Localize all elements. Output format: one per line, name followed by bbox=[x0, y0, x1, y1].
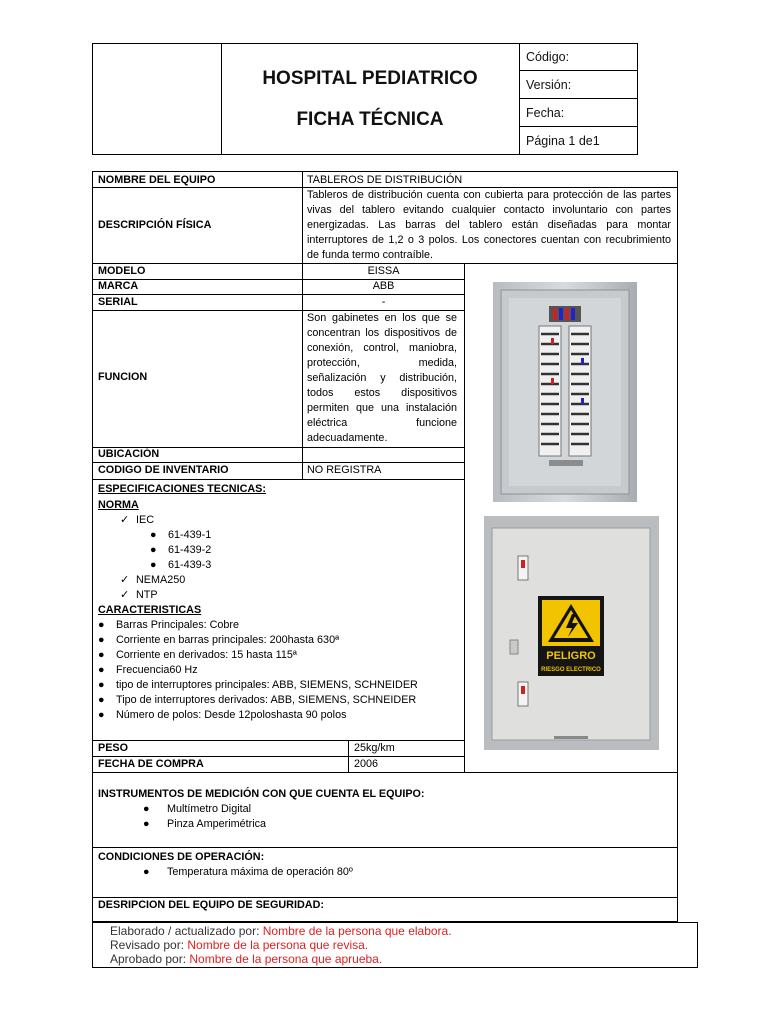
bullet-icon: ● bbox=[98, 634, 105, 646]
instrumentos-title: INSTRUMENTOS DE MEDICIÓN CON QUE CUENTA EL EQUIPO: bbox=[98, 788, 425, 800]
funcion-value: Son gabinetes en los que se concentran los dispositivos de conexión, control, maniobra, protección, medida, señalización y distribución, todos estos dispositivos permiten que una instalación eléctrica funcione adecuadamente. bbox=[307, 312, 457, 444]
marca-label: MARCA bbox=[98, 280, 139, 292]
marca-value: ABB bbox=[372, 280, 395, 292]
hospital-title: HOSPITAL PEDIATRICO bbox=[262, 68, 478, 89]
check-icon: ✓ bbox=[120, 589, 130, 601]
bullet-icon: ● bbox=[98, 679, 105, 691]
descripcion-label: DESCRIPCIÓN FÍSICA bbox=[98, 219, 212, 231]
condiciones-block bbox=[98, 850, 353, 880]
pagina-field: Página 1 de1 bbox=[526, 134, 600, 148]
codigo-field: Código: bbox=[520, 44, 638, 71]
sign-peligro-text: PELIGRO bbox=[546, 650, 596, 662]
caract-item: ● Corriente en derivados: 15 hasta 115ª bbox=[98, 649, 297, 661]
check-icon: ✓ bbox=[120, 514, 130, 526]
logo-cell bbox=[93, 44, 222, 154]
condicion-item: ● Temperatura máxima de operación 80º bbox=[143, 866, 353, 878]
ubicacion-label: UBICACIÓN bbox=[98, 448, 160, 460]
bullet-icon: ● bbox=[98, 694, 105, 706]
norma-ntp: ✓ NTP bbox=[120, 589, 158, 601]
approval-footer bbox=[92, 922, 698, 968]
condiciones-title: CONDICIONES DE OPERACIÓN: bbox=[98, 851, 265, 863]
compra-value: 2006 bbox=[354, 758, 379, 770]
sign-riesgo-text: RIESGO ELECTRICO bbox=[541, 667, 601, 673]
modelo-value: EISSA bbox=[367, 265, 400, 277]
distribution-panel-closed-photo bbox=[484, 516, 659, 750]
serial-value: - bbox=[381, 296, 386, 308]
specs-block bbox=[98, 482, 418, 723]
elaborado-line: Elaborado / actualizado por: Nombre de la persona que elabora. bbox=[110, 924, 452, 938]
nombre-value: TABLEROS DE DISTRIBUCIÓN bbox=[307, 174, 463, 186]
bullet-icon: ● bbox=[150, 544, 157, 556]
revisado-line: Revisado por: Nombre de la persona que revisa. bbox=[110, 938, 369, 952]
bullet-icon: ● bbox=[150, 529, 157, 541]
caract-item: ● Número de polos: Desde 12poloshasta 90 polos bbox=[98, 709, 347, 721]
bullet-icon: ● bbox=[143, 866, 150, 878]
seguridad-title: DESRIPCION DEL EQUIPO DE SEGURIDAD: bbox=[98, 899, 324, 911]
fecha-field: Fecha: bbox=[520, 100, 638, 127]
instrumentos-block bbox=[98, 787, 425, 832]
bullet-icon: ● bbox=[98, 709, 105, 721]
peso-value: 25kg/km bbox=[354, 742, 395, 754]
aprobado-line: Aprobado por: Nombre de la persona que aprueba. bbox=[110, 952, 383, 966]
caract-item: ● Barras Principales: Cobre bbox=[98, 619, 240, 631]
norma-nema: ✓ NEMA250 bbox=[120, 574, 186, 586]
modelo-label: MODELO bbox=[98, 265, 146, 277]
header-table bbox=[92, 43, 638, 155]
distribution-panel-open-photo bbox=[493, 282, 637, 502]
caract-item: ● tipo de interruptores principales: ABB, SIEMENS, SCHNEIDER bbox=[98, 679, 418, 691]
bullet-icon: ● bbox=[143, 818, 150, 830]
inventario-value: NO REGISTRA bbox=[307, 464, 382, 476]
instrumento-item: ● Multímetro Digital bbox=[143, 803, 251, 815]
specs-title: ESPECIFICACIONES TECNICAS: bbox=[98, 483, 266, 495]
caracteristicas-title: CARACTERISTICAS bbox=[98, 604, 202, 616]
serial-label: SERIAL bbox=[98, 296, 138, 308]
peso-label: PESO bbox=[98, 742, 129, 754]
caract-item: ● Frecuencia60 Hz bbox=[98, 664, 198, 676]
funcion-label: FUNCION bbox=[98, 371, 148, 383]
caract-item: ● Tipo de interruptores derivados: ABB, SIEMENS, SCHNEIDER bbox=[98, 694, 417, 706]
title-cell bbox=[221, 44, 520, 154]
bullet-icon: ● bbox=[98, 649, 105, 661]
inventario-label: CODIGO DE INVENTARIO bbox=[98, 464, 229, 476]
norma-title: NORMA bbox=[98, 499, 139, 511]
check-icon: ✓ bbox=[120, 574, 130, 586]
iec-item: ● 61-439-1 bbox=[150, 529, 212, 541]
instrumento-item: ● Pinza Amperimétrica bbox=[143, 818, 267, 830]
bullet-icon: ● bbox=[143, 803, 150, 815]
bullet-icon: ● bbox=[98, 664, 105, 676]
document-type-title: FICHA TÉCNICA bbox=[296, 109, 444, 130]
descripcion-value: Tableros de distribución cuenta con cubierta para protección de las partes vivas del tablero evitando cualquier contacto involuntario con partes energizadas. Las barras del tablero están diseñadas para montar interruptores de 1,2 o 3 polos. Los conectores cuentan con recubrimiento de funda termo contraíble. bbox=[307, 189, 671, 261]
bullet-icon: ● bbox=[150, 559, 157, 571]
bullet-icon: ● bbox=[98, 619, 105, 631]
norma-iec: ✓ IEC bbox=[120, 514, 154, 526]
equipment-table bbox=[92, 171, 678, 922]
nombre-label: NOMBRE DEL EQUIPO bbox=[98, 174, 216, 186]
version-field: Versión: bbox=[520, 72, 638, 99]
iec-item: ● 61-439-3 bbox=[150, 559, 212, 571]
compra-label: FECHA DE COMPRA bbox=[98, 758, 204, 770]
iec-item: ● 61-439-2 bbox=[150, 544, 212, 556]
caract-item: ● Corriente en barras principales: 200hasta 630ª bbox=[98, 634, 340, 646]
